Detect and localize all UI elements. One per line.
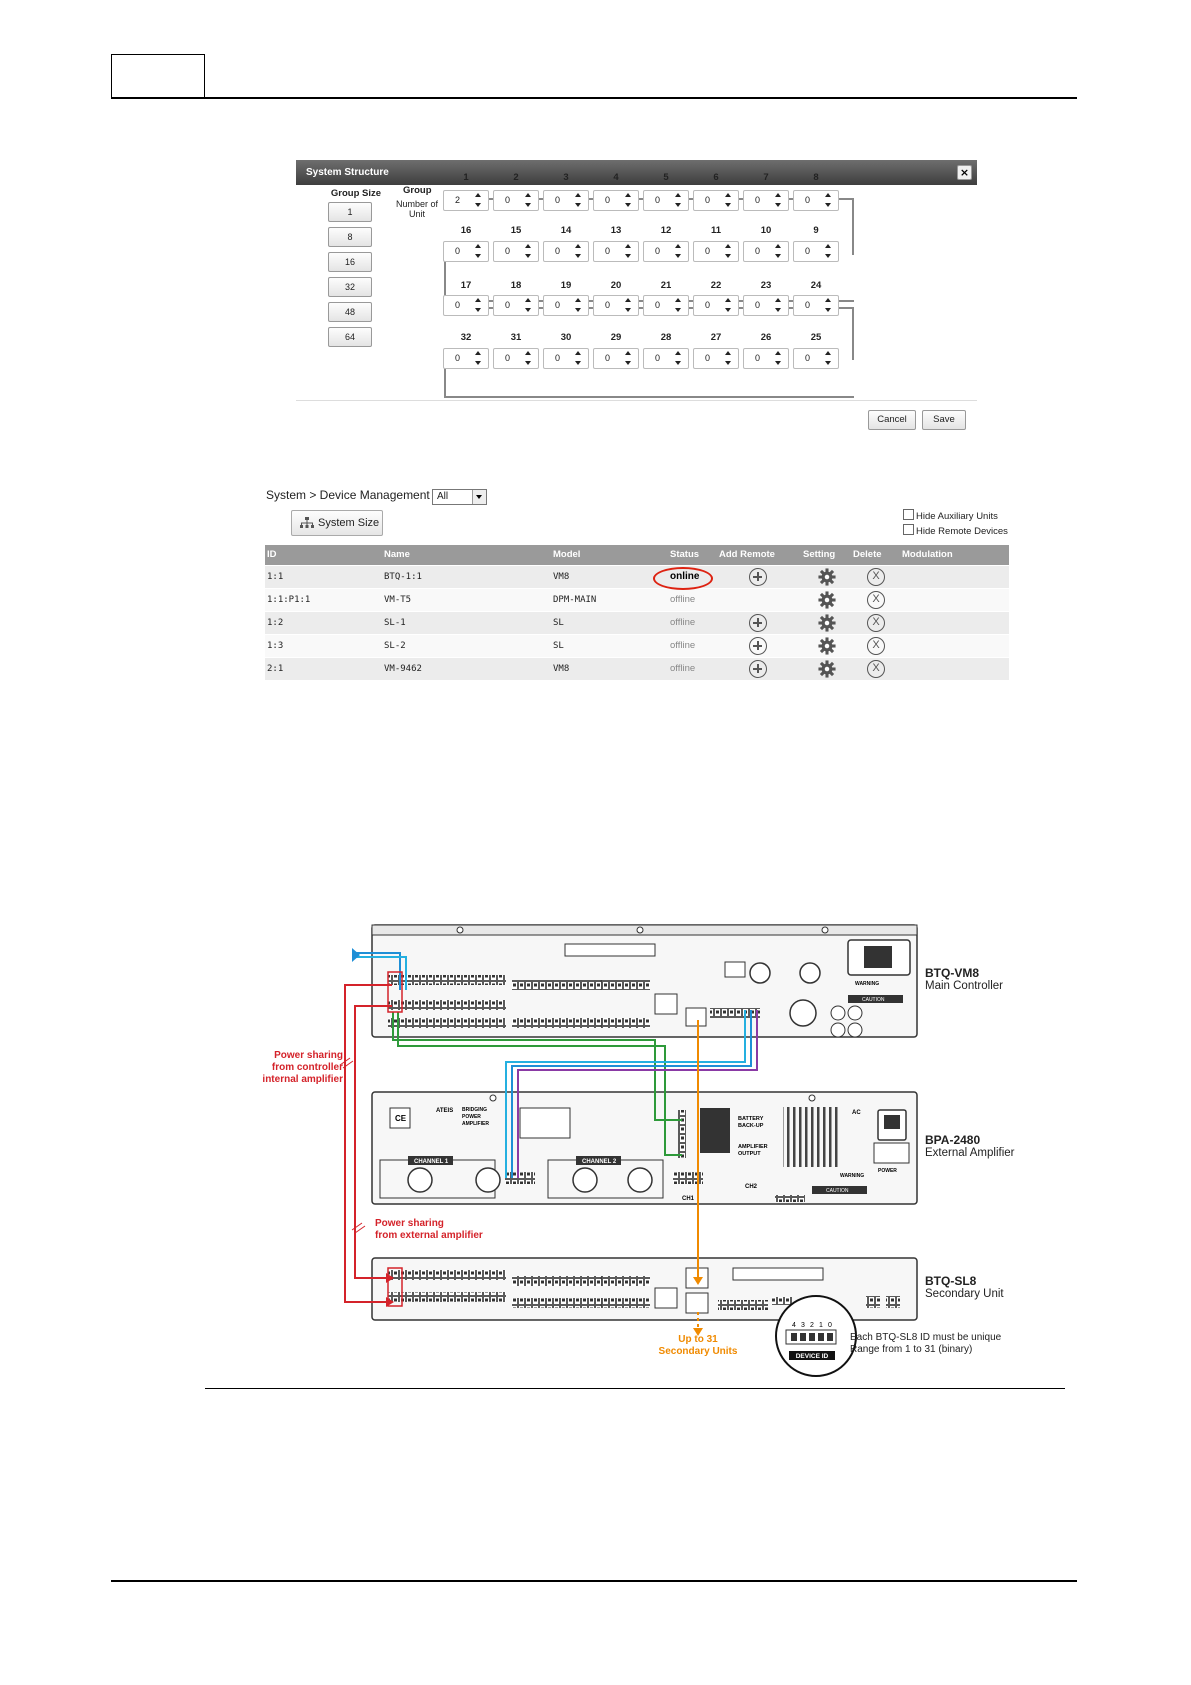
stepper-value[interactable]: 0: [755, 300, 761, 310]
bpa-brand-sub-3: AMPLIFIER: [462, 1121, 489, 1127]
stepper-value[interactable]: 0: [755, 195, 761, 205]
group-number-header: 19: [560, 280, 572, 291]
power-sharing-external-note: [375, 1218, 483, 1242]
group-number-header: 6: [713, 172, 719, 183]
cell-name: BTQ-1:1: [384, 572, 422, 582]
stepper-value[interactable]: 0: [555, 246, 561, 256]
breadcrumb: System > Device Management: [266, 488, 430, 502]
stepper-value[interactable]: 0: [505, 246, 511, 256]
group-number-header: 15: [510, 225, 522, 236]
column-header-delete: Delete: [851, 545, 900, 565]
bpa-sub: External Amplifier: [925, 1147, 1015, 1159]
sl8-sub: Secondary Unit: [925, 1288, 1004, 1300]
stepper-value[interactable]: 0: [705, 353, 711, 363]
group-number-header: 4: [613, 172, 619, 183]
bpa-caution: CAUTION: [826, 1188, 849, 1194]
stepper-value[interactable]: 0: [805, 246, 811, 256]
note-line: Power sharing: [274, 1050, 343, 1061]
bpa-ch1: CH1: [682, 1196, 695, 1202]
group-number-header: 32: [460, 332, 472, 343]
column-header-add-remote: Add Remote: [717, 545, 801, 565]
close-icon[interactable]: ×: [957, 165, 972, 180]
group-size-label: Group Size: [330, 188, 382, 199]
group-number-header: 3: [563, 172, 569, 183]
stepper-value[interactable]: 0: [455, 353, 461, 363]
delete-icon[interactable]: X: [867, 568, 885, 586]
dip-switch-label: 3: [801, 1322, 805, 1329]
stepper-value[interactable]: 0: [655, 353, 661, 363]
stepper-value[interactable]: 0: [505, 300, 511, 310]
stepper-value[interactable]: 0: [555, 353, 561, 363]
group-size-button-8[interactable]: 8: [328, 227, 372, 247]
vm8-label: [925, 966, 1003, 992]
cell-model: VM8: [553, 664, 570, 674]
stepper-value[interactable]: 0: [505, 353, 511, 363]
delete-icon[interactable]: X: [867, 637, 885, 655]
bpa-name: BPA-2480: [925, 1133, 981, 1147]
footer-rule: [111, 1580, 1077, 1582]
stepper-value[interactable]: 0: [805, 195, 811, 205]
stepper-value[interactable]: 0: [605, 300, 611, 310]
bpa-ampout-2: OUTPUT: [738, 1151, 761, 1157]
cell-id: 1:1:P1:1: [267, 595, 311, 605]
bpa-channel-2: CHANNEL 2: [582, 1159, 617, 1165]
group-number-header: 13: [610, 225, 622, 236]
stepper-value[interactable]: 0: [605, 246, 611, 256]
stepper-value[interactable]: 0: [755, 246, 761, 256]
group-number-header: 1: [463, 172, 469, 183]
vm8-caution: CAUTION: [862, 997, 885, 1003]
cell-id: 1:3: [267, 641, 284, 651]
cell-name: SL-2: [384, 641, 406, 651]
sl8-name: BTQ-SL8: [925, 1274, 977, 1288]
bpa-brand-sub-1: BRIDGING: [462, 1107, 487, 1113]
bpa-battery-2: BACK-UP: [738, 1123, 764, 1129]
bpa-brand: ATEIS: [436, 1108, 454, 1114]
device-id-label: DEVICE ID: [795, 1353, 829, 1360]
group-number-header: 28: [660, 332, 672, 343]
note-line: from external amplifier: [375, 1230, 483, 1241]
dip-switch-label: 0: [828, 1322, 832, 1329]
bpa-brand-sub-2: POWER: [462, 1114, 481, 1120]
bpa-ampout-1: AMPLIFIER: [738, 1144, 768, 1150]
note-line: internal amplifier: [262, 1074, 343, 1085]
vm8-name: BTQ-VM8: [925, 966, 979, 980]
cell-model: SL: [553, 641, 564, 651]
bpa-channel-1: CHANNEL 1: [414, 1159, 449, 1165]
group-size-button-64[interactable]: 64: [328, 327, 372, 347]
group-size-button-32[interactable]: 32: [328, 277, 372, 297]
group-number-header: 23: [760, 280, 772, 291]
group-number-header: 17: [460, 280, 472, 291]
dip-switch-label: 4: [792, 1322, 796, 1329]
note-line: from controller: [271, 1062, 343, 1073]
group-number-header: 31: [510, 332, 522, 343]
group-number-header: 26: [760, 332, 772, 343]
vm8-warning: WARNING: [855, 981, 880, 987]
group-number-header: 24: [810, 280, 822, 291]
group-label: Group: [403, 185, 432, 196]
column-header-status: Status: [668, 545, 717, 565]
bpa-ch2: CH2: [745, 1184, 758, 1190]
cell-name: VM-9462: [384, 664, 422, 674]
group-number-header: 27: [710, 332, 722, 343]
note-line: Secondary Units: [658, 1346, 738, 1357]
device-id-note: [850, 1332, 1001, 1356]
group-number-header: 7: [763, 172, 769, 183]
cell-name: SL-1: [384, 618, 406, 628]
note-line: Power sharing: [375, 1218, 444, 1229]
group-number-header: 29: [610, 332, 622, 343]
column-header-name: Name: [382, 545, 551, 565]
stepper-value[interactable]: 0: [655, 246, 661, 256]
cell-status: offline: [670, 640, 696, 651]
system-size-label: System Size: [318, 517, 380, 529]
stepper-value[interactable]: 2: [455, 195, 461, 205]
cell-id: 2:1: [267, 664, 284, 674]
vm8-sub: Main Controller: [925, 980, 1003, 992]
save-button[interactable]: Save: [922, 410, 966, 430]
stepper-value[interactable]: 0: [555, 195, 561, 205]
stepper-value[interactable]: 0: [805, 300, 811, 310]
dip-switch-label: 2: [810, 1322, 814, 1329]
group-size-button-16[interactable]: 16: [328, 252, 372, 272]
stepper-value[interactable]: 0: [455, 300, 461, 310]
group-number-header: 2: [513, 172, 519, 183]
note-line: Range from 1 to 31 (binary): [850, 1344, 973, 1355]
number-of-unit-label: Number of Unit: [395, 199, 439, 219]
svg-text:CE: CE: [395, 1114, 407, 1123]
stepper-value[interactable]: 0: [705, 195, 711, 205]
power-sharing-controller-note: [258, 1050, 343, 1086]
hide-remote-label: Hide Remote Devices: [916, 526, 1008, 537]
group-number-header: 20: [610, 280, 622, 291]
delete-icon[interactable]: X: [867, 614, 885, 632]
group-number-header: 11: [710, 225, 722, 236]
group-number-header: 12: [660, 225, 672, 236]
bpa-panel: [372, 1092, 917, 1204]
cell-status: offline: [670, 594, 696, 605]
note-line: Each BTQ-SL8 ID must be unique: [850, 1332, 1002, 1343]
dip-switch-label: 1: [819, 1322, 823, 1329]
cell-status: offline: [670, 663, 696, 674]
stepper-value[interactable]: 0: [605, 195, 611, 205]
stepper-value[interactable]: 0: [555, 300, 561, 310]
cell-id: 1:1: [267, 572, 284, 582]
bpa-warning: WARNING: [840, 1173, 865, 1179]
stepper-value[interactable]: 0: [505, 195, 511, 205]
section-rule: [205, 1388, 1065, 1389]
up-to-31-note: [648, 1334, 748, 1358]
cell-status: online: [670, 571, 700, 582]
group-number-header: 30: [560, 332, 572, 343]
column-header-model: Model: [551, 545, 668, 565]
stepper-value[interactable]: 0: [455, 246, 461, 256]
column-header-modulation: Modulation: [900, 545, 1009, 565]
delete-icon[interactable]: X: [867, 591, 885, 609]
group-size-button-48[interactable]: 48: [328, 302, 372, 322]
stepper-value[interactable]: 0: [655, 300, 661, 310]
group-number-header: 8: [813, 172, 819, 183]
column-header-id: ID: [265, 545, 382, 565]
stepper-value[interactable]: 0: [705, 300, 711, 310]
group-size-button-1[interactable]: 1: [328, 202, 372, 222]
stepper-value[interactable]: 0: [705, 246, 711, 256]
cell-model: SL: [553, 618, 564, 628]
group-number-header: 16: [460, 225, 472, 236]
group-number-header: 18: [510, 280, 522, 291]
group-number-header: 22: [710, 280, 722, 291]
group-number-header: 5: [663, 172, 669, 183]
column-header-setting: Setting: [801, 545, 851, 565]
bpa-ac: AC: [852, 1110, 861, 1116]
group-number-header: 9: [813, 225, 819, 236]
cell-model: DPM-MAIN: [553, 595, 597, 605]
stepper-value[interactable]: 0: [805, 353, 811, 363]
cell-name: VM-T5: [384, 595, 412, 605]
sl8-label: [925, 1274, 1004, 1300]
note-line: Up to 31: [678, 1334, 718, 1345]
stepper-value[interactable]: 0: [755, 353, 761, 363]
dialog-title: System Structure: [296, 160, 977, 185]
delete-icon[interactable]: X: [867, 660, 885, 678]
cell-status: offline: [670, 617, 696, 628]
hide-aux-label: Hide Auxiliary Units: [916, 511, 998, 522]
cancel-button[interactable]: Cancel: [868, 410, 916, 430]
vm8-panel: [372, 925, 917, 1037]
group-number-header: 14: [560, 225, 572, 236]
bpa-battery-1: BATTERY: [738, 1116, 764, 1122]
cell-id: 1:2: [267, 618, 284, 628]
cell-model: VM8: [553, 572, 570, 582]
bpa-label: [925, 1133, 1014, 1159]
bpa-power: POWER: [878, 1168, 897, 1174]
filter-value: All: [437, 491, 449, 502]
stepper-value[interactable]: 0: [605, 353, 611, 363]
stepper-value[interactable]: 0: [655, 195, 661, 205]
group-number-header: 25: [810, 332, 822, 343]
group-number-header: 21: [660, 280, 672, 291]
group-number-header: 10: [760, 225, 772, 236]
